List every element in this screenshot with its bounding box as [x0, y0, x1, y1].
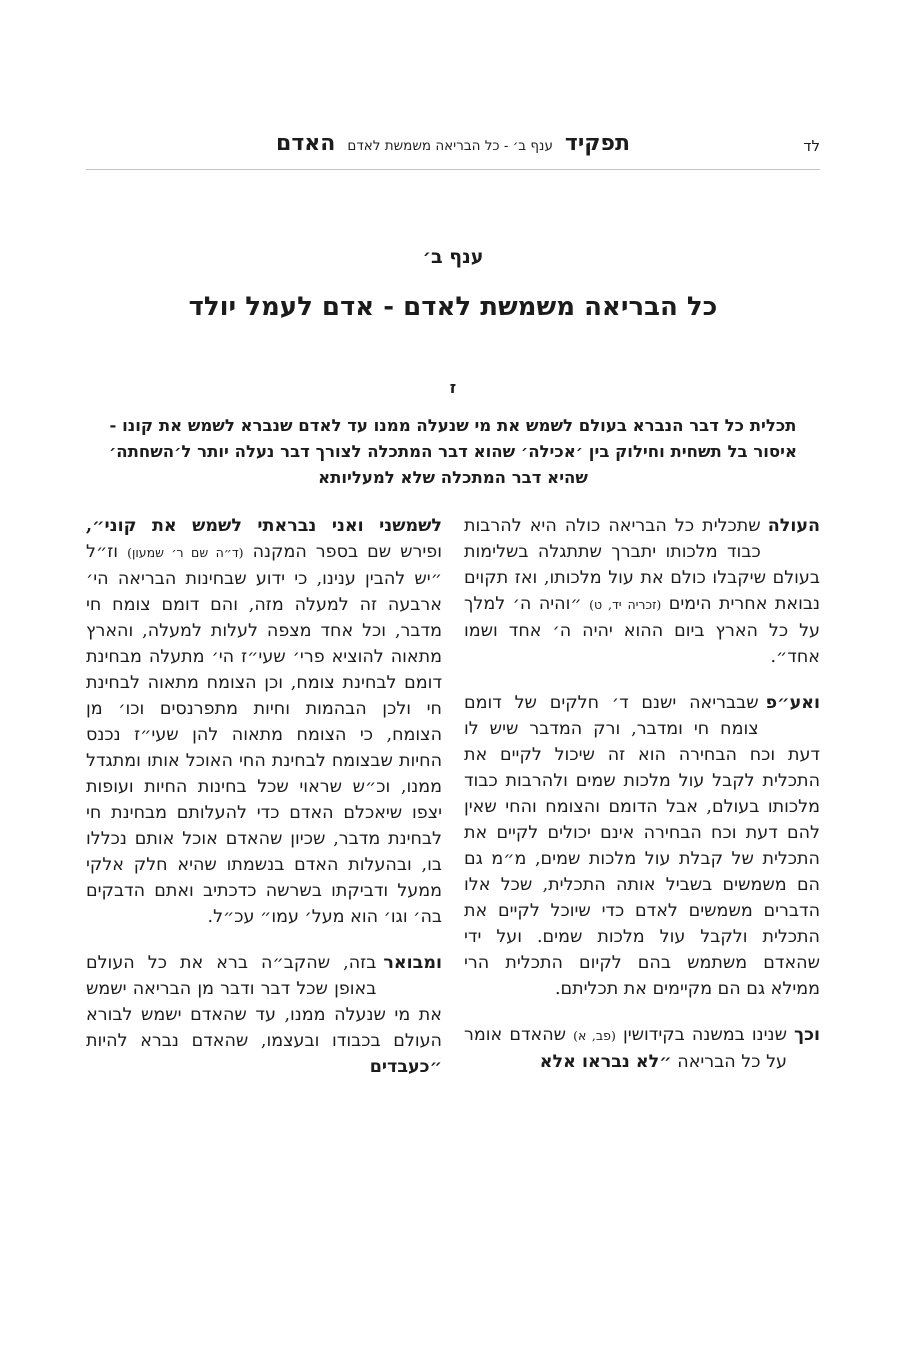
- header-divider: [86, 169, 820, 170]
- book-title-right: תפקיד: [564, 130, 630, 156]
- lead-word: ומבואר: [383, 953, 442, 973]
- paragraph: [86, 513, 442, 930]
- bold-text: ״כעבדים: [369, 1057, 442, 1077]
- intro-summary: תכלית כל דבר הנברא בעולם לשמש את מי שנעלה ממנו עד לאדם שנברא לשמש את קונו - איסור בל תשחית וחילוק בין ׳אכילה׳ שהוא דבר המתכלה לצורך דבר נעלה יותר ל׳השחתה׳ שהיא דבר המתכלה שלא למעליותא: [108, 416, 797, 487]
- paragraph: [464, 690, 820, 1002]
- lead-word: ואע״פ: [765, 693, 820, 713]
- text-run: וז״ל ״יש להבין ענינו, כי ידוע שבחינות הבריאה הי׳ ארבעה זה למעלה מזה, והם דומם צומח חי מדבר, וכל אחד מצפה לעלות למעלה, והארץ מתאוה להוציא פרי׳ שעי״ז הי׳ מתעלה מבחינת דומם לבחינת צומח, וכן הצומח מתאוה לבחינת חי ולכן הבהמות וחיות מתפרנסים וכו׳ מן הצומח, כי הצומח מתאוה להן שעי״ז נכנס החיות שבצומח לבחינת החי האוכל אותו ומתגדל ממנו, וכ״ש שראוי שכל בחינות החיות ועופות יצפו שיאכלם האדם כדי להעלותם מבחינת חי לבחינת מדבר, שכיון שהאדם אוכל אותם נכללו בו, ובהעלות האדם בנשמתו שהיא חלק אלקי ממעל ודביקתו בשרשה כדכתיב ואתם הדבקים בה׳ וגו׳ הוא מעל׳ עמו״ עכ״ל.: [86, 542, 442, 927]
- section-letter: ז: [449, 378, 457, 397]
- citation: (ד״ה שם ר׳ שמעון): [127, 545, 244, 560]
- lead-word: וכך: [793, 1025, 820, 1045]
- lead-word: העולה: [767, 516, 820, 536]
- page-number: לד: [803, 137, 820, 155]
- paragraph: [464, 513, 820, 670]
- text-columns: [86, 513, 820, 1100]
- bold-text: לשמשני ואני נבראתי לשמש את קוני״,: [86, 516, 442, 536]
- text-run: שנינו במשנה בקידושין: [615, 1025, 787, 1045]
- column-right: [464, 513, 820, 1100]
- running-head: [276, 130, 630, 156]
- paragraph: [464, 1022, 820, 1075]
- text-run: ״והיה ה׳ למלך על כל הארץ ביום ההוא יהיה ה׳ אחד ושמו אחד״.: [464, 594, 820, 667]
- header-chapter-info: ענף ב׳ - כל הבריאה משמשת לאדם: [347, 138, 553, 154]
- citation: (פב, א): [573, 1028, 616, 1043]
- running-header: [86, 130, 820, 160]
- citation: (זכריה יד, ט): [589, 597, 662, 612]
- paragraph: [86, 950, 442, 1080]
- text-run: בזה, שהקב״ה ברא את כל העולם באופן שכל דבר ודבר מן הבריאה ישמש את מי שנעלה ממנו, עד שהאדם ישמש לבורא העולם בכבודו ובעצמו, שהאדם נברא להיות: [86, 953, 442, 1051]
- column-left: [86, 513, 442, 1100]
- text-run: ופירש שם בספר המקנה: [243, 542, 442, 562]
- page-title: כל הבריאה משמשת לאדם - אדם לעמל יולד: [188, 292, 718, 322]
- bold-text: ״לא נבראו אלא: [539, 1052, 672, 1072]
- book-title-left: האדם: [276, 130, 336, 156]
- text-run: שבבריאה ישנם ד׳ חלקים של דומם צומח חי ומדבר, ורק המדבר שיש לו דעת וכח הבחירה הוא זה שיכול לקיים את התכלית לקבל עול מלכות שמים ולהרבות כבוד מלכותו בעולם, אבל הדומם והצומח והחי שאין להם דעת וכח הבחירה אינם יכולים לקיים את התכלית של קבלת עול מלכות שמים, מ״מ גם הם משמשים בשביל אותה התכלית, שכל אלו הדברים משמשים לאדם כדי שיוכל לקיים את התכלית ולקבל עול מלכות שמים. ועל ידי שהאדם משתמש בהם לקיום התכלית הרי ממילא גם הם מקיימים את תכליתם.: [464, 693, 820, 999]
- text-run: שהאדם אומר על כל הבריאה: [464, 1025, 787, 1072]
- branch-heading: ענף ב׳: [422, 246, 484, 268]
- text-run: שתכלית כל הבריאה כולה היא להרבות כבוד מלכותו יתברך שתתגלה בשלימות בעולם שיקבלו כולם את עול מלכותו, ואז תקוים נבואת אחרית הימים: [464, 516, 820, 614]
